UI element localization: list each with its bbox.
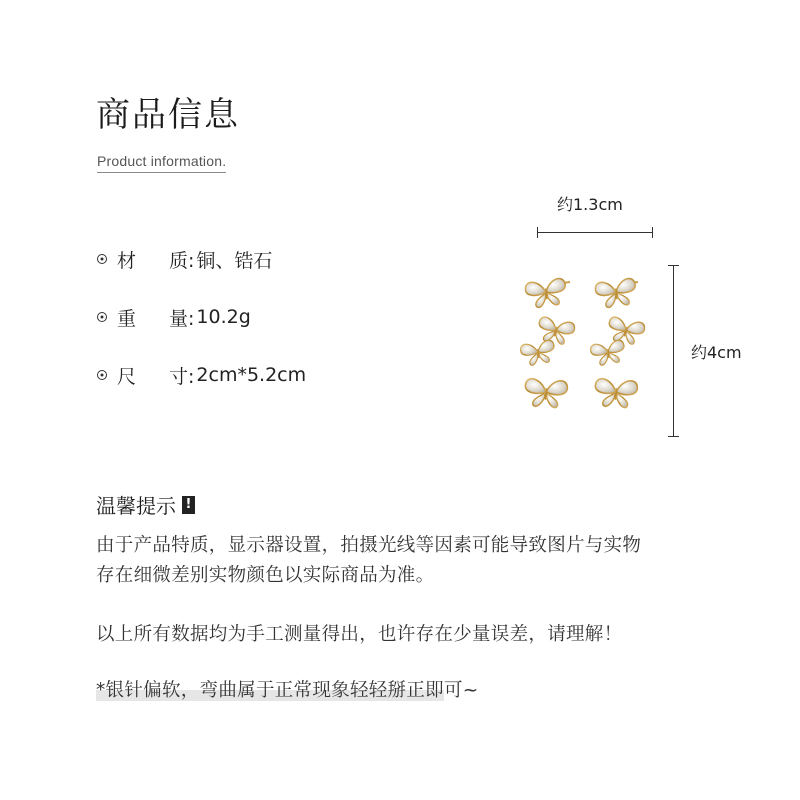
bullet-icon bbox=[97, 254, 107, 264]
spec-row-weight bbox=[97, 304, 251, 330]
spec-value: 2cm*5.2cm bbox=[196, 364, 307, 386]
spec-key-1: 材 bbox=[117, 249, 137, 272]
height-dimension-tick bbox=[668, 265, 679, 266]
bullet-icon bbox=[97, 370, 107, 380]
butterfly-earrings-image bbox=[510, 268, 670, 428]
spec-value: 10.2g bbox=[196, 306, 251, 328]
spec-key-2: 量: bbox=[169, 307, 195, 330]
page-title: 商品信息 bbox=[96, 95, 240, 135]
width-dimension-label: 约1.3cm bbox=[557, 195, 623, 214]
width-dimension-line bbox=[537, 232, 653, 233]
tips-title-text: 温馨提示 bbox=[96, 494, 176, 518]
exclamation-icon: ! bbox=[182, 496, 195, 514]
tips-line-1: 由于产品特质，显示器设置，拍摄光线等因素可能导致图片与实物 bbox=[96, 535, 642, 556]
width-dimension-tick bbox=[537, 227, 538, 238]
spec-key-1: 尺 bbox=[117, 365, 137, 388]
spec-row-size bbox=[97, 362, 306, 388]
page-subtitle: Product information. bbox=[97, 153, 226, 173]
width-dimension-tick bbox=[652, 227, 653, 238]
spec-value: 铜、锆石 bbox=[196, 249, 273, 272]
spec-row-material bbox=[97, 246, 272, 272]
spec-key-2: 质: bbox=[169, 249, 195, 272]
height-dimension-label: 约4cm bbox=[691, 343, 742, 362]
height-dimension-tick bbox=[668, 436, 679, 437]
tips-note: *银针偏软，弯曲属于正常现象轻轻掰正即可~ bbox=[96, 680, 479, 701]
tips-title bbox=[96, 490, 195, 519]
spec-key-1: 重 bbox=[117, 307, 137, 330]
height-dimension-line bbox=[673, 265, 674, 437]
tips-line-2: 存在细微差别实物颜色以实际商品为准。 bbox=[96, 565, 435, 586]
tips-line-3: 以上所有数据均为手工测量得出，也许存在少量误差，请理解！ bbox=[96, 624, 623, 645]
spec-key-2: 寸: bbox=[169, 365, 195, 388]
bullet-icon bbox=[97, 312, 107, 322]
